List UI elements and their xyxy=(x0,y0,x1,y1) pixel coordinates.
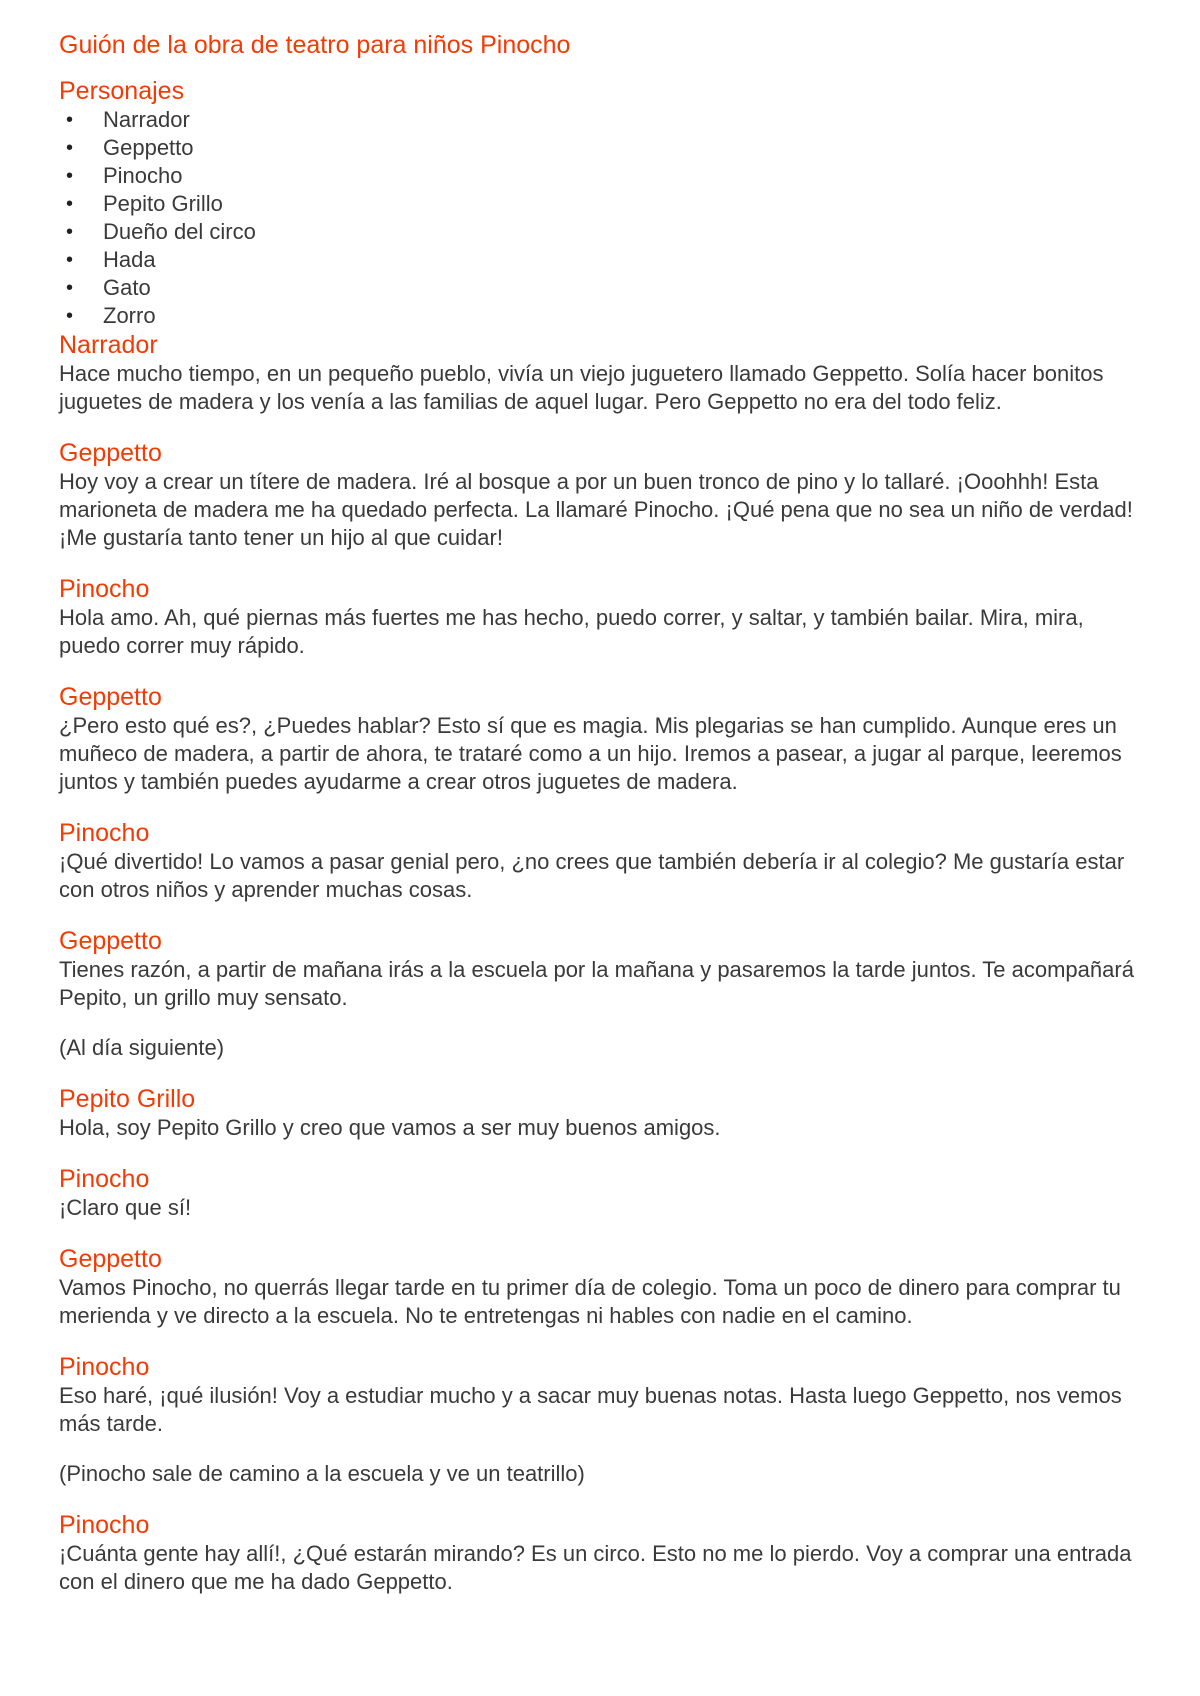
dialogue-block xyxy=(59,574,1144,660)
speaker-name: Narrador xyxy=(59,331,158,359)
character-name: Gato xyxy=(103,275,151,300)
dialogue-block xyxy=(59,682,1144,796)
list-item xyxy=(59,274,1144,302)
bullet-icon: • xyxy=(66,109,74,131)
speaker-name: Geppetto xyxy=(59,683,162,711)
character-name: Dueño del circo xyxy=(103,219,256,244)
dialogue-text: ¡Cuánta gente hay allí!, ¿Qué estarán mirando? Es un circo. Esto no me lo pierdo. Voy a comprar una entrada con el dinero que me ha dado Geppetto. xyxy=(59,1541,1132,1594)
character-name: Zorro xyxy=(103,303,156,328)
list-item xyxy=(59,106,1144,134)
dialogue-block xyxy=(59,1244,1144,1330)
character-name: Hada xyxy=(103,247,156,272)
dialogue-text: Hola, soy Pepito Grillo y creo que vamos a ser muy buenos amigos. xyxy=(59,1115,721,1140)
dialogue-block xyxy=(59,818,1144,904)
dialogue-text: ¿Pero esto qué es?, ¿Puedes hablar? Esto sí que es magia. Mis plegarias se han cumplido. Aunque eres un muñeco de madera, a partir de ahora, te trataré como a un hijo. Iremos a pasear, a jugar al parque, leeremos juntos y también puedes ayudarme a crear otros juguetes de madera. xyxy=(59,713,1122,794)
stage-direction: (Al día siguiente) xyxy=(59,1035,225,1060)
list-item xyxy=(59,134,1144,162)
bullet-icon: • xyxy=(66,277,74,299)
dialogue-block xyxy=(59,438,1144,552)
list-item xyxy=(59,162,1144,190)
list-item xyxy=(59,190,1144,218)
dialogue-block xyxy=(59,1352,1144,1438)
speaker-name: Pinocho xyxy=(59,575,150,603)
list-item xyxy=(59,246,1144,274)
dialogue-text: Hola amo. Ah, qué piernas más fuertes me has hecho, puedo correr, y saltar, y también bailar. Mira, mira, puedo correr muy rápido. xyxy=(59,605,1084,658)
speaker-name: Pinocho xyxy=(59,1165,150,1193)
dialogue-text: Hoy voy a crear un títere de madera. Iré al bosque a por un buen tronco de pino y lo tallaré. ¡Ooohhh! Esta marioneta de madera me ha quedado perfecta. La llamaré Pinocho. ¡Qué pena que no sea un niño de verdad! ¡Me gustaría tanto tener un hijo al que cuidar! xyxy=(59,469,1133,550)
dialogue-text: ¡Qué divertido! Lo vamos a pasar genial pero, ¿no crees que también debería ir al colegio? Me gustaría estar con otros niños y aprender muchas cosas. xyxy=(59,849,1125,902)
characters-list xyxy=(59,106,1144,330)
character-name: Narrador xyxy=(103,107,190,132)
dialogue-text: Hace mucho tiempo, en un pequeño pueblo, vivía un viejo juguetero llamado Geppetto. Solía hacer bonitos juguetes de madera y los venía a las familias de aquel lugar. Pero Geppetto no era del todo feliz. xyxy=(59,361,1104,414)
list-item xyxy=(59,302,1144,330)
speaker-name: Pinocho xyxy=(59,1511,150,1539)
dialogue-text: Eso haré, ¡qué ilusión! Voy a estudiar mucho y a sacar muy buenas notas. Hasta luego Geppetto, nos vemos más tarde. xyxy=(59,1383,1122,1436)
dialogue-text: Vamos Pinocho, no querrás llegar tarde en tu primer día de colegio. Toma un poco de dinero para comprar tu merienda y ve directo a la escuela. No te entretengas ni hables con nadie en el camino. xyxy=(59,1275,1121,1328)
dialogue-text: ¡Claro que sí! xyxy=(59,1195,192,1220)
speaker-name: Geppetto xyxy=(59,439,162,467)
speaker-name: Pinocho xyxy=(59,1353,150,1381)
dialogue-block xyxy=(59,1164,1144,1222)
speaker-name: Geppetto xyxy=(59,1245,162,1273)
bullet-icon: • xyxy=(66,137,74,159)
dialogue-block xyxy=(59,330,1144,416)
dialogue-block xyxy=(59,926,1144,1012)
dialogue-block xyxy=(59,1510,1144,1596)
bullet-icon: • xyxy=(66,305,74,327)
bullet-icon: • xyxy=(66,193,74,215)
bullet-icon: • xyxy=(66,221,74,243)
bullet-icon: • xyxy=(66,165,74,187)
speaker-name: Pepito Grillo xyxy=(59,1085,196,1113)
bullet-icon: • xyxy=(66,249,74,271)
speaker-name: Geppetto xyxy=(59,927,162,955)
document-title: Guión de la obra de teatro para niños Pinocho xyxy=(59,31,571,59)
characters-heading: Personajes xyxy=(59,77,185,105)
character-name: Pinocho xyxy=(103,163,183,188)
speaker-name: Pinocho xyxy=(59,819,150,847)
stage-direction: (Pinocho sale de camino a la escuela y ve un teatrillo) xyxy=(59,1461,585,1486)
dialogue-text: Tienes razón, a partir de mañana irás a la escuela por la mañana y pasaremos la tarde juntos. Te acompañará Pepito, un grillo muy sensato. xyxy=(59,957,1134,1010)
character-name: Pepito Grillo xyxy=(103,191,223,216)
list-item xyxy=(59,218,1144,246)
dialogue-block xyxy=(59,1084,1144,1142)
character-name: Geppetto xyxy=(103,135,194,160)
